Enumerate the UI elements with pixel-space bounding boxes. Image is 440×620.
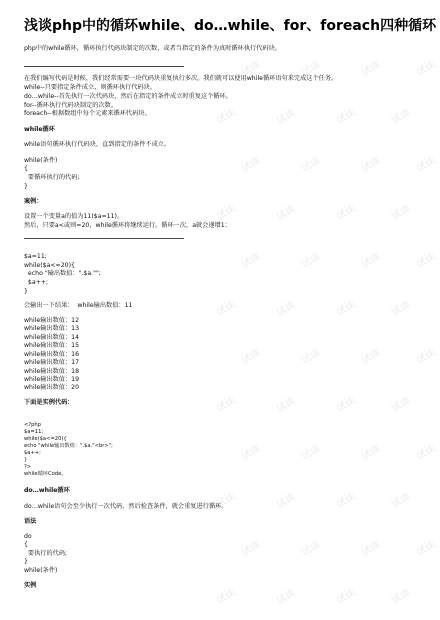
code-line: } — [24, 288, 28, 295]
output-line: while输出数值：20 — [24, 384, 80, 391]
code-line: while循环Code。 — [24, 471, 67, 477]
watermark-mark: 试读 — [239, 443, 263, 463]
watermark-mark: 试读 — [334, 395, 358, 415]
para1-line: foreach--根据数组中每个元素来循环代码块。 — [24, 110, 151, 117]
code-line: echo "输出数值：".$a.""; — [24, 270, 101, 277]
code-line: $a=11; — [24, 429, 44, 435]
code-line: $a++; — [24, 279, 49, 286]
intro-text: php中的while循环，循环执行代码块制定的次数，或者当指定的条件为真时循环执行代码块。 — [24, 45, 281, 52]
watermark-mark: 试读 — [239, 251, 263, 271]
watermark-mark: 试读 — [359, 443, 383, 463]
syntax-line: 要循环执行的代码; — [24, 174, 80, 181]
watermark-mark: 试读 — [239, 155, 263, 175]
watermark-mark: 试读 — [414, 347, 438, 367]
syntax-line: { — [24, 541, 28, 548]
watermark-mark: 试读 — [214, 587, 238, 607]
watermark-mark: 试读 — [299, 539, 323, 559]
while-desc: while语句循环执行代码块，直到指定的条件不成立。 — [24, 141, 171, 148]
para1-line: while--只要指定条件成立，则循环执行代码块。 — [24, 84, 157, 91]
example2-heading: 实例 — [24, 582, 37, 589]
watermark-mark: 试读 — [389, 587, 413, 607]
output-line: while输出数值：19 — [24, 376, 80, 383]
page-title: 浅谈php中的循环while、do…while、for、foreach四种循环 — [24, 18, 437, 34]
watermark-mark: 试读 — [274, 395, 298, 415]
divider — [24, 66, 184, 67]
watermark-mark: 试读 — [299, 251, 323, 271]
watermark-mark: 试读 — [389, 491, 413, 511]
watermark-mark: 试读 — [274, 491, 298, 511]
watermark-mark: 试读 — [389, 107, 413, 127]
watermark-mark: 试读 — [239, 347, 263, 367]
watermark-mark: 试读 — [214, 299, 238, 319]
para1-line: for--循环执行代码块制定的次数。 — [24, 102, 118, 109]
watermark-mark: 试读 — [334, 491, 358, 511]
watermark-mark: 试读 — [359, 251, 383, 271]
output-intro: 会输出一下结果： while输出数值：11 — [24, 302, 133, 309]
output-line: while输出数值：14 — [24, 334, 80, 341]
para1-line: do…while--首先执行一次代码块，然后在指定的条件成立时重复这个循环。 — [24, 93, 232, 100]
output-line: while输出数值：18 — [24, 368, 80, 375]
watermark-mark: 试读 — [334, 203, 358, 223]
watermark-mark: 试读 — [359, 59, 383, 79]
watermark-mark: 试读 — [359, 347, 383, 367]
syntax-line: 要执行的代码; — [24, 550, 68, 557]
watermark-mark: 试读 — [414, 443, 438, 463]
para1-line: 在我们编写代码是时候，我们经常需要一块代码块重复执行多次。我们就可以使用while循环语句来完成这个任务。 — [24, 75, 338, 82]
code-line: ?> — [24, 464, 32, 470]
dowhile-desc: do…while语句会至少执行一次代码，然后检查条件，就会重复进行循环。 — [24, 503, 228, 510]
syntax-line: do — [24, 533, 32, 540]
watermark-mark: 试读 — [274, 203, 298, 223]
dowhile-heading: do…while循环 — [24, 487, 70, 494]
watermark-mark: 试读 — [389, 395, 413, 415]
while-heading: while循环 — [24, 126, 55, 133]
output-line: while输出数值：16 — [24, 351, 80, 358]
watermark-mark: 试读 — [414, 59, 438, 79]
watermark-mark: 试读 — [239, 539, 263, 559]
watermark-mark: 试读 — [414, 539, 438, 559]
output-line: while输出数值：17 — [24, 359, 80, 366]
watermark-mark: 试读 — [274, 107, 298, 127]
code-line: while($a<=20){ — [24, 436, 67, 442]
watermark-mark: 试读 — [414, 155, 438, 175]
case-heading: 案例： — [24, 198, 43, 205]
syntax-line: while(条件) — [24, 567, 58, 574]
example-heading: 下面是实例代码： — [24, 399, 74, 406]
syntax-line: { — [24, 165, 28, 172]
watermark-mark: 试读 — [299, 155, 323, 175]
watermark-mark: 试读 — [239, 59, 263, 79]
syntax-line: } — [24, 183, 28, 190]
watermark-mark: 试读 — [299, 347, 323, 367]
case-line: 设置一个变量a的值为11($a=11)。 — [24, 213, 124, 220]
output-line: while输出数值：13 — [24, 325, 80, 332]
watermark-mark: 试读 — [214, 395, 238, 415]
watermark-mark: 试读 — [334, 107, 358, 127]
watermark-mark: 试读 — [414, 251, 438, 271]
watermark-mark: 试读 — [274, 299, 298, 319]
syntax-line: } — [24, 558, 28, 565]
output-line: while输出数值：12 — [24, 317, 80, 324]
syntax-line: while(条件) — [24, 157, 58, 164]
watermark-mark: 试读 — [274, 587, 298, 607]
output-line: while输出数值：15 — [24, 342, 80, 349]
watermark-mark: 试读 — [334, 299, 358, 319]
code-line: $a=11; — [24, 253, 47, 260]
watermark-mark: 试读 — [334, 587, 358, 607]
watermark-mark: 试读 — [359, 155, 383, 175]
watermark-mark: 试读 — [214, 107, 238, 127]
watermark-mark: 试读 — [214, 491, 238, 511]
watermark-mark: 试读 — [359, 539, 383, 559]
divider — [24, 238, 184, 239]
code-line: while($a<=20){ — [24, 262, 75, 269]
watermark-mark: 试读 — [214, 203, 238, 223]
case-line: 然后，只要a<或则=20，while循环将继续运行。循环一次，a就会递增1； — [24, 222, 231, 229]
code-line: } — [24, 457, 28, 463]
watermark-mark: 试读 — [299, 443, 323, 463]
code-line: echo "while输出数值：".$a."<br>"; — [24, 443, 113, 449]
watermark-mark: 试读 — [389, 299, 413, 319]
watermark-mark: 试读 — [299, 59, 323, 79]
watermark-mark: 试读 — [389, 203, 413, 223]
syntax-heading: 语法 — [24, 518, 37, 525]
code-line: $a++; — [24, 450, 41, 456]
code-line: <?php — [24, 422, 41, 428]
